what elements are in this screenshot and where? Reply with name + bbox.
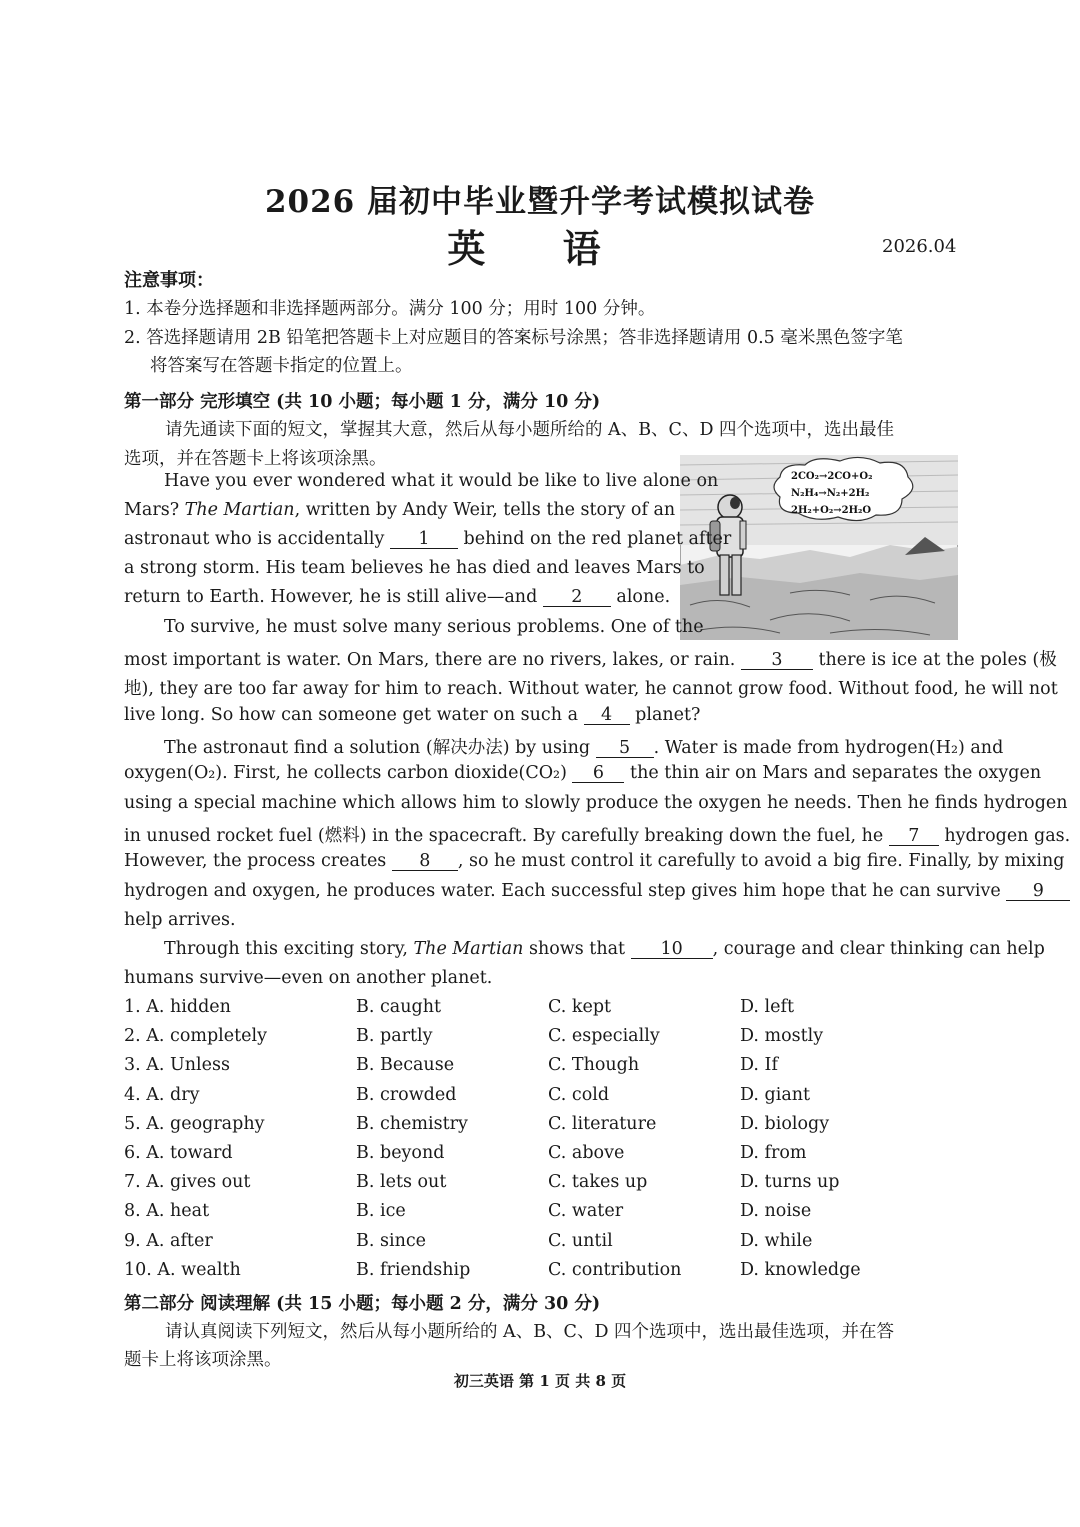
option-choice: D. mostly: [740, 1026, 824, 1047]
part1-instructions: 请先通读下面的短文，掌握其大意，然后从每小题所给的 A、B、C、D 四个选项中，选出最佳: [165, 420, 895, 440]
part1-instructions-cont: 选项，并在答题卡上将该项涂黑。: [124, 449, 387, 469]
option-choice: C. water: [548, 1201, 624, 1222]
notice-heading: 注意事项：: [124, 270, 214, 291]
notice-item-2-cont: 将答案写在答题卡指定的位置上。: [150, 356, 413, 376]
option-choice: 6. A. toward: [124, 1143, 233, 1163]
option-choice: D. turns up: [740, 1172, 840, 1193]
passage-line: However, the process creates 8 , so he must control it carefully to avoid a big fire. Finally, by mixing: [124, 851, 1065, 871]
option-choice: B. crowded: [356, 1084, 457, 1105]
passage-line: using a special machine which allows him to slowly produce the oxygen he needs. Then he finds hydrogen: [124, 793, 1068, 813]
option-choice: C. cold: [548, 1084, 610, 1105]
equation-2: N₂H₄→N₂+2H₂: [791, 488, 870, 499]
option-choice: C. above: [548, 1143, 625, 1163]
option-choice: D. left: [740, 997, 794, 1017]
blank-8: 8: [392, 852, 458, 871]
notice-item-2: 2. 答选择题请用 2B 铅笔把答题卡上对应题目的答案标号涂黑；答非选择题请用 0.5 毫米黑色签字笔: [124, 328, 903, 348]
option-choice: D. If: [740, 1055, 778, 1076]
option-choice: C. Though: [548, 1055, 640, 1076]
exam-date: 2026.04: [882, 236, 957, 257]
option-choice: 9. A. after: [124, 1230, 213, 1251]
passage-line: most important is water. On Mars, there are no rivers, lakes, or rain. 3 there is ice at the poles (极: [124, 650, 1057, 670]
option-choice: 2. A. completely: [124, 1026, 267, 1047]
passage-line: Through this exciting story, The Martian shows that 10 , courage and clear thinking can help: [164, 939, 1045, 959]
option-choice: 3. A. Unless: [124, 1055, 230, 1076]
passage-line: 地), they are too far away for him to reach. Without water, he cannot grow food. Without food, he will not: [124, 679, 1058, 699]
blank-3: 3: [741, 651, 813, 670]
option-choice: C. contribution: [548, 1259, 682, 1280]
option-choice: D. biology: [740, 1113, 830, 1134]
option-choice: B. partly: [356, 1026, 433, 1047]
option-choice: C. takes up: [548, 1172, 648, 1193]
option-choice: C. especially: [548, 1026, 660, 1047]
blank-10: 10: [631, 940, 713, 959]
option-choice: B. ice: [356, 1201, 406, 1222]
exam-title: 2026 届初中毕业暨升学考试模拟试卷: [264, 184, 816, 220]
option-choice: B. Because: [356, 1055, 455, 1076]
option-choice: B. chemistry: [356, 1113, 468, 1134]
option-choice: B. lets out: [356, 1172, 447, 1193]
option-choice: 7. A. gives out: [124, 1172, 251, 1193]
passage-line: Have you ever wondered what it would be like to live alone on: [164, 471, 719, 491]
passage-line: To survive, he must solve many serious problems. One of the: [164, 617, 704, 637]
option-choice: 10. A. wealth: [124, 1259, 241, 1280]
passage-line: hydrogen and oxygen, he produces water. Each successful step gives him hope that he can survive 9: [124, 881, 1070, 901]
passage-line: The astronaut find a solution (解决办法) by using 5 . Water is made from hydrogen(H₂) and: [164, 738, 1004, 758]
option-choice: D. while: [740, 1230, 813, 1251]
option-choice: B. friendship: [356, 1259, 471, 1280]
passage-line: astronaut who is accidentally 1 behind on the red planet after: [124, 529, 732, 549]
option-choice: D. noise: [740, 1201, 812, 1222]
passage-line: live long. So how can someone get water on such a 4 planet?: [124, 705, 701, 725]
part2-heading: 第二部分 阅读理解 (共 15 小题；每小题 2 分，满分 30 分): [124, 1294, 601, 1314]
option-choice: C. kept: [548, 997, 612, 1017]
option-choice: D. giant: [740, 1084, 811, 1105]
option-choice: D. knowledge: [740, 1259, 861, 1280]
passage-line: in unused rocket fuel (燃料) in the spacecraft. By carefully breaking down the fuel, he 7 hydrogen gas.: [124, 826, 1071, 846]
part1-heading: 第一部分 完形填空 (共 10 小题；每小题 1 分，满分 10 分): [124, 392, 601, 412]
book-title: The Martian: [413, 939, 524, 959]
blank-1: 1: [390, 530, 458, 549]
equation-1: 2CO₂→2CO+O₂: [791, 471, 873, 482]
option-choice: C. literature: [548, 1113, 657, 1134]
passage-line: Mars? The Martian, written by Andy Weir, tells the story of an: [124, 500, 676, 520]
blank-4: 4: [584, 706, 630, 725]
blank-6: 6: [572, 764, 624, 783]
option-choice: B. caught: [356, 997, 441, 1017]
passage-line: oxygen(O₂). First, he collects carbon dioxide(CO₂) 6 the thin air on Mars and separates the oxygen: [124, 763, 1042, 783]
option-choice: D. from: [740, 1143, 807, 1163]
option-choice: 5. A. geography: [124, 1113, 265, 1134]
subject-title: 英 语: [447, 226, 633, 271]
book-title: The Martian: [184, 500, 295, 520]
option-choice: 8. A. heat: [124, 1201, 210, 1222]
part2-instructions: 请认真阅读下列短文，然后从每小题所给的 A、B、C、D 四个选项中，选出最佳选项，并在答: [165, 1322, 895, 1342]
blank-5: 5: [596, 739, 654, 758]
part2-instructions-cont: 题卡上将该项涂黑。: [124, 1350, 282, 1370]
option-choice: 4. A. dry: [124, 1084, 200, 1105]
blank-2: 2: [543, 588, 611, 607]
passage-line: return to Earth. However, he is still alive—and 2 alone.: [124, 587, 671, 607]
page-footer: 初三英语 第 1 页 共 8 页: [453, 1372, 627, 1390]
passage-line: help arrives.: [124, 910, 236, 930]
notice-item-1: 1. 本卷分选择题和非选择题两部分。满分 100 分；用时 100 分钟。: [124, 299, 656, 319]
passage-line: a strong storm. His team believes he has died and leaves Mars to: [124, 558, 705, 578]
option-choice: 1. A. hidden: [124, 997, 231, 1017]
passage-line: humans survive—even on another planet.: [124, 968, 493, 988]
blank-9: 9: [1006, 882, 1070, 901]
option-choice: C. until: [548, 1230, 613, 1251]
blank-7: 7: [889, 827, 939, 846]
option-choice: B. since: [356, 1230, 426, 1251]
option-choice: B. beyond: [356, 1143, 445, 1163]
equation-3: 2H₂+O₂→2H₂O: [791, 505, 872, 516]
